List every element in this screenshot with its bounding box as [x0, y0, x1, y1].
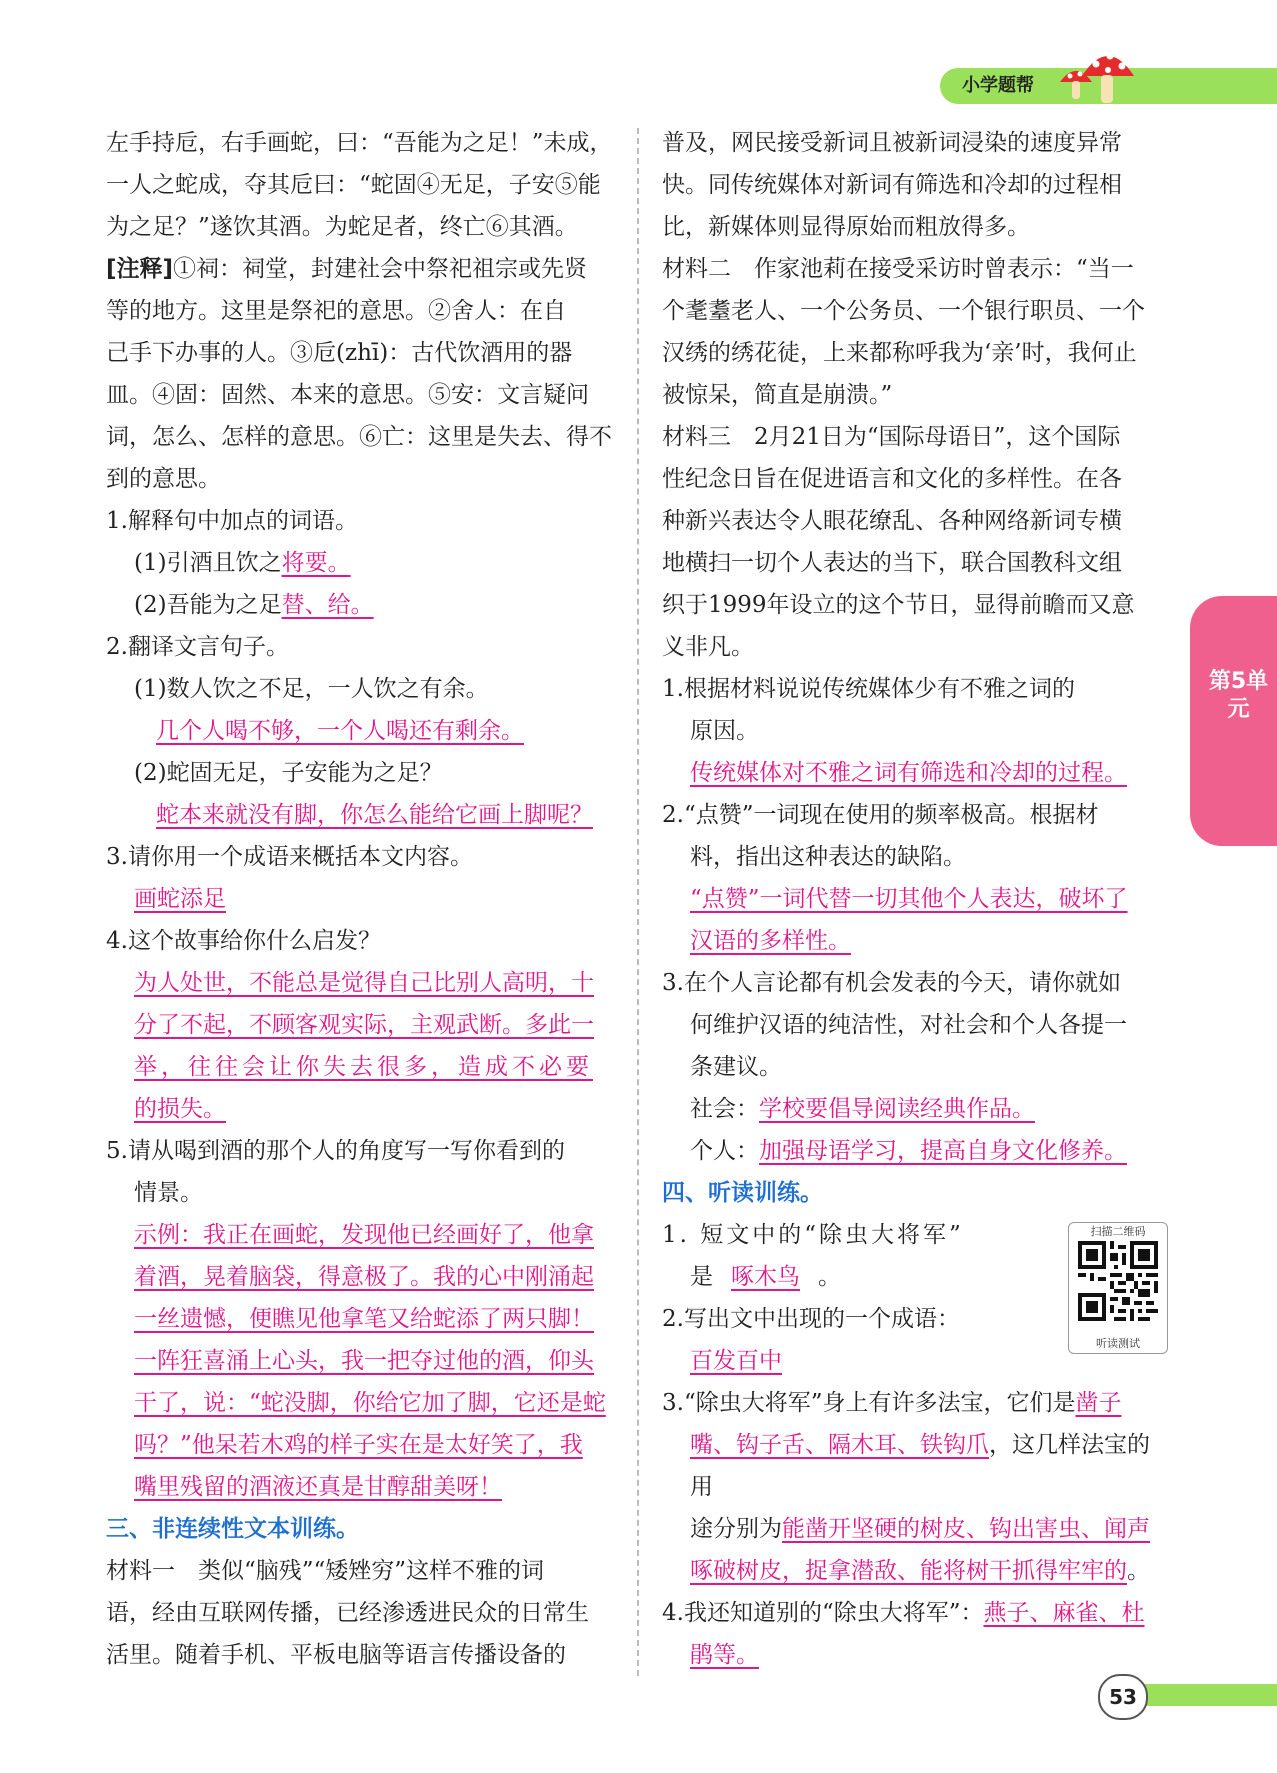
answer-line	[106, 1466, 616, 1508]
answer: 画蛇添足	[134, 886, 226, 912]
answer-line	[106, 878, 616, 920]
material-2-line: 材料二 作家池莉在接受采访时曾表示：“当一	[662, 256, 1134, 282]
text: 是	[690, 1264, 713, 1290]
answer-line	[106, 1088, 616, 1130]
question-1: 1.根据材料说说传统媒体少有不雅之词的	[662, 676, 1075, 702]
question-3: 3.请你用一个成语来概括本文内容。	[106, 844, 473, 870]
question-4: 4.这个故事给你什么启发？	[106, 928, 381, 954]
text: 3.“除虫大将军”身上有许多法宝，它们是	[662, 1390, 1076, 1416]
section-4-heading: 四、听读训练。	[662, 1180, 823, 1206]
answer: 干了，说：“蛇没脚，你给它加了脚，它还是蛇	[134, 1390, 606, 1416]
passage-line: 为之足？”遂饮其酒。为蛇足者，终亡⑥其酒。	[106, 214, 578, 240]
note-label: [注释]	[106, 256, 174, 282]
answer: 凿子	[1075, 1390, 1122, 1416]
material-1-line: 活里。随着手机、平板电脑等语言传播设备的	[106, 1642, 566, 1668]
note-line: 词，怎么、怎样的意思。⑥亡：这里是失去、得不	[106, 424, 612, 450]
question-3: 何维护汉语的纯洁性，对社会和个人各提一	[690, 1012, 1127, 1038]
answer: 一丝遗憾，便瞧见他拿笔又给蛇添了两只脚！	[134, 1306, 594, 1332]
answer-line	[662, 920, 1172, 962]
material-1-line: 普及，网民接受新词且被新词浸染的速度异常	[662, 130, 1122, 156]
listening-q3	[662, 1550, 1172, 1592]
answer-line	[106, 1046, 616, 1088]
passage-line: 左手持卮，右手画蛇，曰：“吾能为之足！”未成，	[106, 130, 613, 156]
text: 4.我还知道别的“除虫大将军”：	[662, 1600, 984, 1626]
note-line: 己手下办事的人。③卮(zhī)：古代饮酒用的器	[106, 340, 573, 366]
answer-line	[106, 1004, 616, 1046]
answer: 蛇本来就没有脚，你怎么能给它画上脚呢？	[156, 802, 593, 828]
material-1-line: 快。同传统媒体对新词有筛选和冷却的过程相	[662, 172, 1122, 198]
section-3-heading: 三、非连续性文本训练。	[106, 1516, 359, 1542]
answer: 加强母语学习，提高自身文化修养。	[759, 1138, 1127, 1164]
answer: 鹃等。	[690, 1642, 759, 1668]
material-2-line: 个耄耋老人、一个公务员、一个银行职员、一个	[662, 298, 1145, 324]
material-1-line: 材料一 类似“脑残”“矮矬穷”这样不雅的词	[106, 1558, 545, 1584]
answer: 嘴、钩子舌、隔木耳、铁钩爪	[690, 1432, 989, 1458]
qr-caption-top: 扫描二维码	[1090, 1225, 1146, 1238]
text: ，这几样法宝的用	[690, 1432, 1150, 1500]
unit-label: 第5单元	[1208, 669, 1269, 722]
answer-line	[106, 1298, 616, 1340]
listening-q4	[662, 1592, 1172, 1634]
answer: 啄破树皮，捉拿潜敌、能将树干抓得牢牢的	[690, 1558, 1127, 1584]
question-text: (2)吾能为之足	[134, 592, 282, 618]
question-3: 3.在个人言论都有机会发表的今天，请你就如	[662, 970, 1121, 996]
question-5: 情景。	[134, 1180, 203, 1206]
listening-q3	[662, 1508, 1172, 1550]
question-1: 1.解释句中加点的词语。	[106, 508, 358, 534]
answer: 的损失。	[134, 1096, 226, 1122]
answer: 举，往往会让你失去很多，造成不必要	[134, 1054, 593, 1080]
answer: “点赞”一词代替一切其他个人表达，破坏了	[690, 886, 1128, 912]
answer: 为人处世，不能总是觉得自己比别人高明，十	[134, 970, 594, 996]
answer-line	[106, 1382, 616, 1424]
material-3-line: 织于1999年设立的这个节日，显得前瞻而又意	[662, 592, 1135, 618]
answer: 百发百中	[690, 1348, 782, 1374]
answer-line	[662, 752, 1172, 794]
answer: 一阵狂喜涌上心头，我一把夺过他的酒，仰头	[134, 1348, 594, 1374]
answer: 啄木鸟	[731, 1264, 800, 1290]
material-2-line: 被惊呆，简直是崩溃。”	[662, 382, 893, 408]
answer-line	[662, 878, 1172, 920]
answer: 替、给。	[281, 592, 374, 618]
answer: 将要。	[281, 550, 351, 576]
answer-line	[106, 1424, 616, 1466]
question-text: (1)引酒且饮之	[134, 550, 282, 576]
text: 。	[1127, 1558, 1150, 1584]
right-column	[662, 122, 1172, 1676]
listening-q2: 2.写出文中出现的一个成语：	[662, 1306, 960, 1332]
mushroom-icon	[1052, 40, 1138, 106]
question-2: 2.翻译文言句子。	[106, 634, 289, 660]
question-2: 料，指出这种表达的缺陷。	[690, 844, 966, 870]
answer-line	[662, 1634, 1172, 1676]
question-5: 5.请从喝到酒的那个人的角度写一写你看到的	[106, 1138, 565, 1164]
material-3-line: 义非凡。	[662, 634, 754, 660]
listening-q1: 1. 短文中的“除虫大将军”	[662, 1222, 964, 1248]
question-3: 条建议。	[690, 1054, 782, 1080]
material-2-line: 汉绣的绣花徒，上来都称呼我为‘亲’时，我何止	[662, 340, 1137, 366]
answer: 着酒，晃着脑袋，得意极了。我的心中刚涌起	[134, 1264, 594, 1290]
qr-code-box[interactable]	[1068, 1222, 1168, 1354]
answer-line	[106, 1256, 616, 1298]
answer-line	[106, 1214, 616, 1256]
question-1a	[106, 542, 616, 584]
material-3-line: 种新兴表达令人眼花缭乱、各种网络新词专横	[662, 508, 1122, 534]
column-divider	[637, 128, 639, 1676]
answer-line	[106, 962, 616, 1004]
brand-title: 小学题帮	[962, 75, 1034, 96]
answer: 几个人喝不够，一个人喝还有剩余。	[156, 718, 524, 744]
unit-side-tab	[1190, 596, 1277, 846]
question-2a: (1)数人饮之不足，一人饮之有余。	[134, 676, 489, 702]
answer: 学校要倡导阅读经典作品。	[759, 1096, 1035, 1122]
question-1: 原因。	[690, 718, 759, 744]
answer: 示例：我正在画蛇，发现他已经画好了，他拿	[134, 1222, 594, 1248]
society-suggestion	[662, 1088, 1172, 1130]
note-line	[106, 248, 616, 290]
answer-line	[106, 794, 616, 836]
answer: 吗？”他呆若木鸡的样子实在是太好笑了，我	[134, 1432, 583, 1458]
answer-line	[106, 710, 616, 752]
material-3-line: 地横扫一切个人表达的当下，联合国教科文组	[662, 550, 1122, 576]
answer: 嘴里残留的酒液还真是甘醇甜美呀！	[134, 1474, 502, 1500]
page-number: 53	[1098, 1674, 1148, 1720]
answer: 分了不起，不顾客观实际，主观武断。多此一	[134, 1012, 594, 1038]
material-3-line: 材料三 2月21日为“国际母语日”，这个国际	[662, 424, 1121, 450]
answer: 能凿开坚硬的树皮、钩出害虫、闻声	[782, 1516, 1150, 1542]
text: 途分别为	[690, 1516, 782, 1542]
answer: 燕子、麻雀、杜	[983, 1600, 1145, 1626]
note-line: 到的意思。	[106, 466, 221, 492]
passage-line: 一人之蛇成，夺其卮曰：“蛇固④无足，子安⑤能	[106, 172, 601, 198]
question-2: 2.“点赞”一词现在使用的频率极高。根据材	[662, 802, 1099, 828]
material-1-line: 比，新媒体则显得原始而粗放得多。	[662, 214, 1030, 240]
note-line: 等的地方。这里是祭祀的意思。②舍人：在自	[106, 298, 566, 324]
answer: 传统媒体对不雅之词有筛选和冷却的过程。	[690, 760, 1127, 786]
qr-code-icon	[1078, 1241, 1158, 1321]
label: 社会：	[690, 1096, 759, 1122]
listening-q3	[662, 1424, 1172, 1508]
left-column	[106, 122, 616, 1676]
text: 。	[818, 1264, 841, 1290]
material-3-line: 性纪念日旨在促进语言和文化的多样性。在各	[662, 466, 1122, 492]
material-1-line: 语，经由互联网传播，已经渗透进民众的日常生	[106, 1600, 589, 1626]
answer-line	[106, 1340, 616, 1382]
person-suggestion	[662, 1130, 1172, 1172]
question-2b: (2)蛇固无足，子安能为之足？	[134, 760, 443, 786]
qr-caption-bottom: 听读测试	[1096, 1337, 1140, 1350]
label: 个人：	[690, 1138, 759, 1164]
note-text: ①祠：祠堂，封建社会中祭祀祖宗或先贤	[173, 256, 588, 282]
question-1b	[106, 584, 616, 626]
listening-q3	[662, 1382, 1172, 1424]
answer: 汉语的多样性。	[690, 928, 851, 954]
note-line: 皿。④固：固然、本来的意思。⑤安：文言疑问	[106, 382, 589, 408]
